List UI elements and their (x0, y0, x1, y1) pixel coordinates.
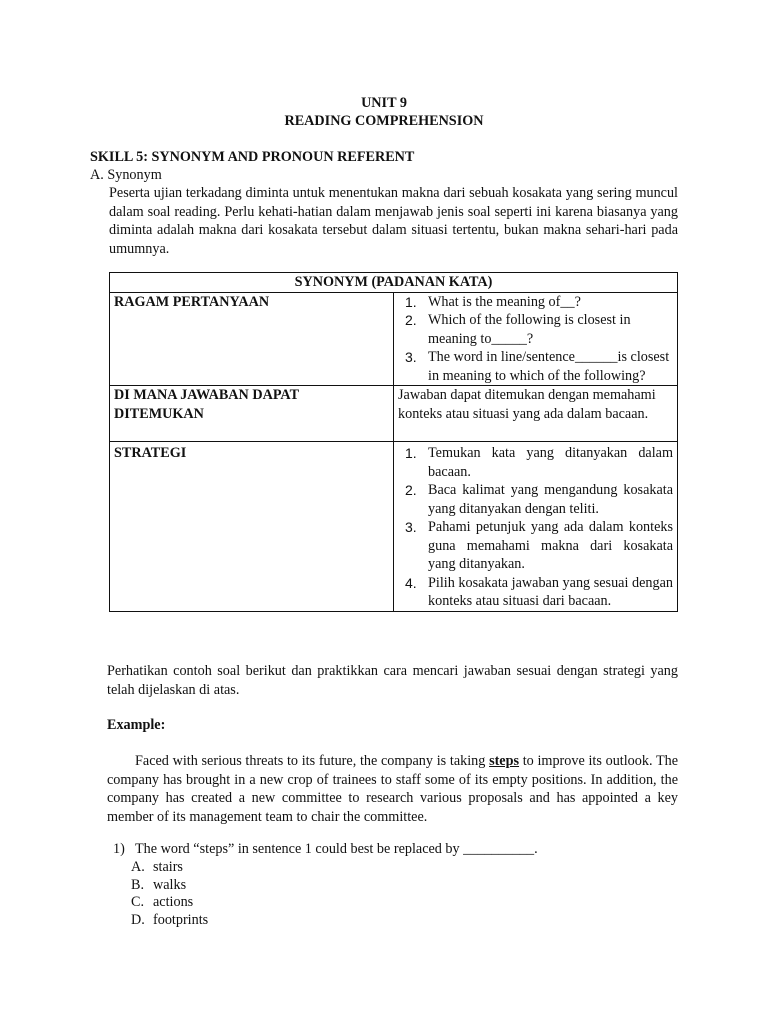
row-label: DI MANA JAWABAN DAPAT DITEMUKAN (110, 386, 394, 442)
answer-location-cell: Jawaban dapat ditemukan dengan memahami konteks atau situasi yang ada dalam bacaan. (394, 386, 678, 442)
table-row (110, 292, 678, 386)
table-header-row (110, 273, 678, 293)
unit-number: UNIT 9 (361, 95, 407, 111)
list-item: 3. The word in line/sentence______is closest in meaning to which of the following? (405, 349, 670, 384)
strategy-cell (394, 442, 678, 612)
question-text: The word “steps” in sentence 1 could best be replaced by __________. (135, 841, 538, 857)
list-item: 3. Pahami petunjuk yang ada dalam konteks guna memahami makna dari kosakata yang ditanyakan. (405, 519, 673, 572)
option-b: B. walks (131, 876, 187, 893)
answer-options (131, 858, 208, 928)
question-types-cell (394, 292, 678, 386)
list-item: 2. Baca kalimat yang mengandung kosakata yang ditanyakan dengan teliti. (405, 482, 673, 517)
list-item: 4. Pilih kosakata jawaban yang sesuai dengan konteks atau situasi dari bacaan. (405, 574, 673, 609)
list-item: 1. Temukan kata yang ditanyakan dalam bacaan. (405, 445, 673, 480)
instruction-paragraph: Perhatikan contoh soal berikut dan praktikkan cara mencari jawaban sesuai dengan strategi yang telah dijelaskan di atas. (107, 663, 678, 698)
keyword-steps: steps (489, 753, 520, 769)
table-row (110, 442, 678, 612)
example-heading: Example: (107, 717, 166, 733)
table-title: SYNONYM (PADANAN KATA) (110, 273, 678, 293)
question-number: 1) (113, 841, 125, 857)
intro-paragraph: Peserta ujian terkadang diminta untuk menentukan makna dari sebuah kosakata yang sering muncul dalam soal reading. Perlu kehati-hatian dalam menjawab jenis soal seperti ini karena biasanya yang diminta adalah makna dari kosakata tersebut dalam situasi tertentu, bukan makna sehari-hari pada umumnya. (109, 185, 678, 257)
table-row (110, 386, 678, 442)
synonym-table (109, 272, 678, 612)
subsection-heading: A. Synonym (90, 167, 162, 183)
option-a: A. stairs (131, 859, 183, 875)
row-label: STRATEGI (110, 442, 394, 612)
skill-heading: SKILL 5: SYNONYM AND PRONOUN REFERENT (90, 149, 415, 165)
row-label: RAGAM PERTANYAAN (110, 292, 394, 386)
option-c: C. actions (131, 894, 194, 910)
unit-title: READING COMPREHENSION (284, 113, 484, 129)
list-item: 1. What is the meaning of__? (405, 293, 581, 310)
list-item: 2. Which of the following is closest in meaning to_____? (405, 312, 631, 347)
option-d: D. footprints (131, 911, 209, 928)
example-passage: Faced with serious threats to its future, the company is taking steps to improve its outlook. The company has brought in a new crop of trainees to staff some of its empty positions. In addition, the company has created a new committee to research various proposals and has appointed a key member of its management team to chair the committee. (107, 753, 679, 825)
